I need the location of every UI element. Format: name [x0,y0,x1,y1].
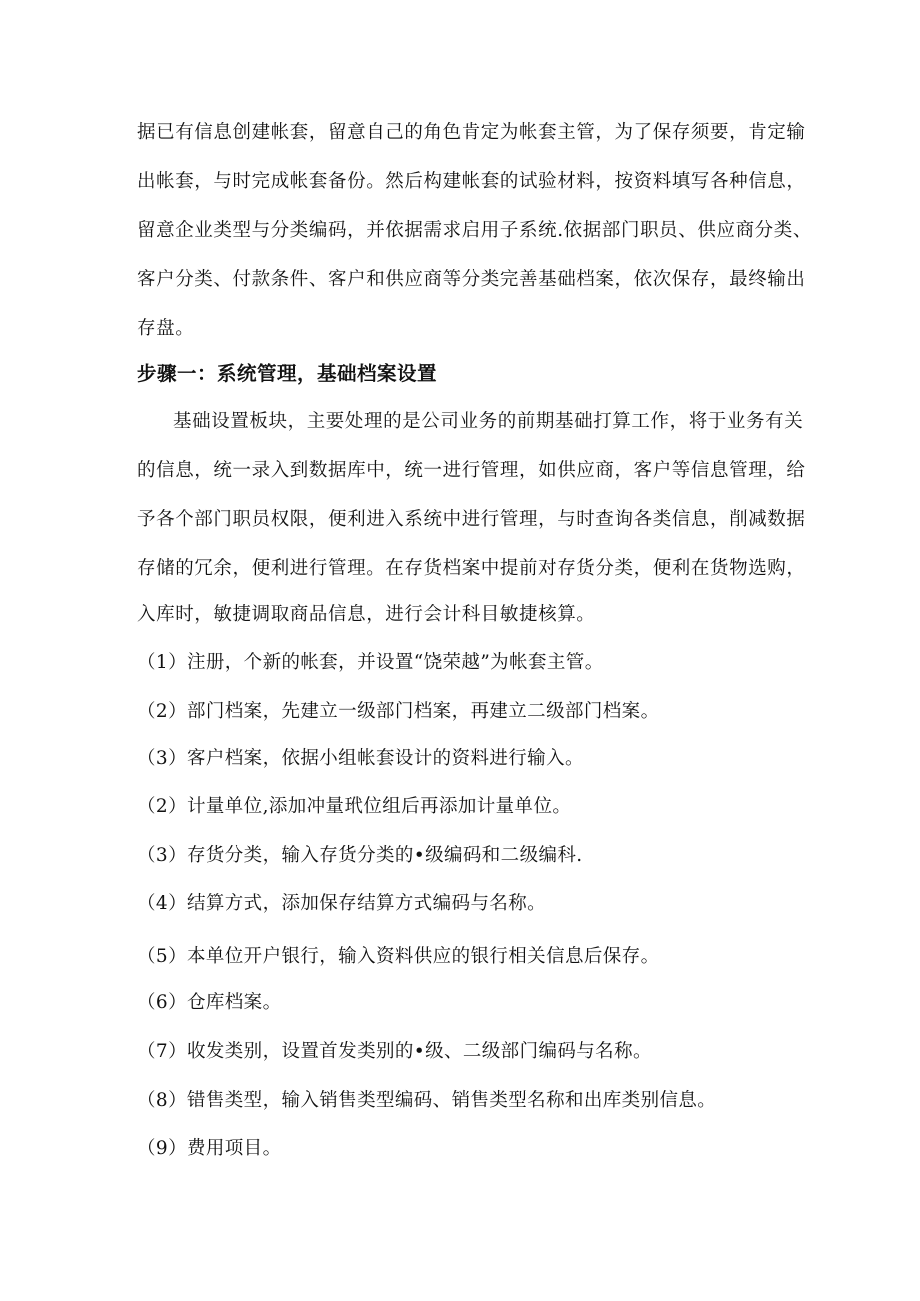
section-para-line-2: 的信息，统一录入到数据库中，统一进行管理，如供应商，客户等信息管理，给 [137,460,806,481]
list-item: （2）计量单位,添加冲量玳位组后再添加计量单位。 [137,796,572,817]
list-item: （7）收发类别，设置首发类别的•级、二级部门编码与名称。 [137,1041,652,1062]
section-para-line-4: 存储的冗余，便利进行管理。在存货档案中提前对存货分类，便利在货物选购， [137,558,806,579]
intro-line-2: 出帐套，与时完成帐套备份。然后构建帐套的试验材料，按资料填写各种信息， [137,171,806,192]
list-item: （1）注册，个新的帐套，并设置“饶荣越”为帐套主管。 [137,652,604,673]
section-para-line-5: 入库时，敏捷调取商品信息，进行会计科目敏捷核算。 [137,604,596,625]
list-item: （3）存货分类，输入存货分类的•级编码和二级编科. [137,845,583,866]
section-heading: 步骤一：系统管理，基础档案设置 [137,362,438,385]
list-item: （2）部门档案，先建立一级部门档案，再建立二级部门档案。 [137,701,660,722]
intro-line-1: 据已有信息创建帐套，留意自己的角色肯定为帐套主管，为了保存须要，肯定输 [137,122,806,143]
intro-line-3: 留意企业类型与分类编码，并依据需求启用子系统.依据部门职员、供应商分类、 [137,220,812,241]
intro-line-5: 存盘。 [137,318,195,339]
list-item: （6）仓库档案。 [137,992,282,1013]
section-para-line-3: 予各个部门职员权限，便利进入系统中进行管理，与时查询各类信息，削减数据 [137,509,806,530]
intro-line-4: 客户分类、付款条件、客户和供应商等分类完善基础档案，依次保存，最终输出 [137,269,806,290]
section-para-line-1: 基础设置板块，主要处理的是公司业务的前期基础打算工作，将于业务有关 [173,411,804,432]
list-item: （8）错售类型，输入销售类型编码、销售类型名称和出库类别信息。 [137,1090,717,1111]
list-item: （3）客户档案，依据小组帐套设计的资料进行输入。 [137,748,584,769]
list-item: （4）结算方式，添加保存结算方式编码与名称。 [137,893,547,914]
list-item: （9）费用项目。 [137,1138,282,1159]
list-item: （5）本单位开户银行，输入资料供应的银行相关信息后保存。 [137,946,660,967]
